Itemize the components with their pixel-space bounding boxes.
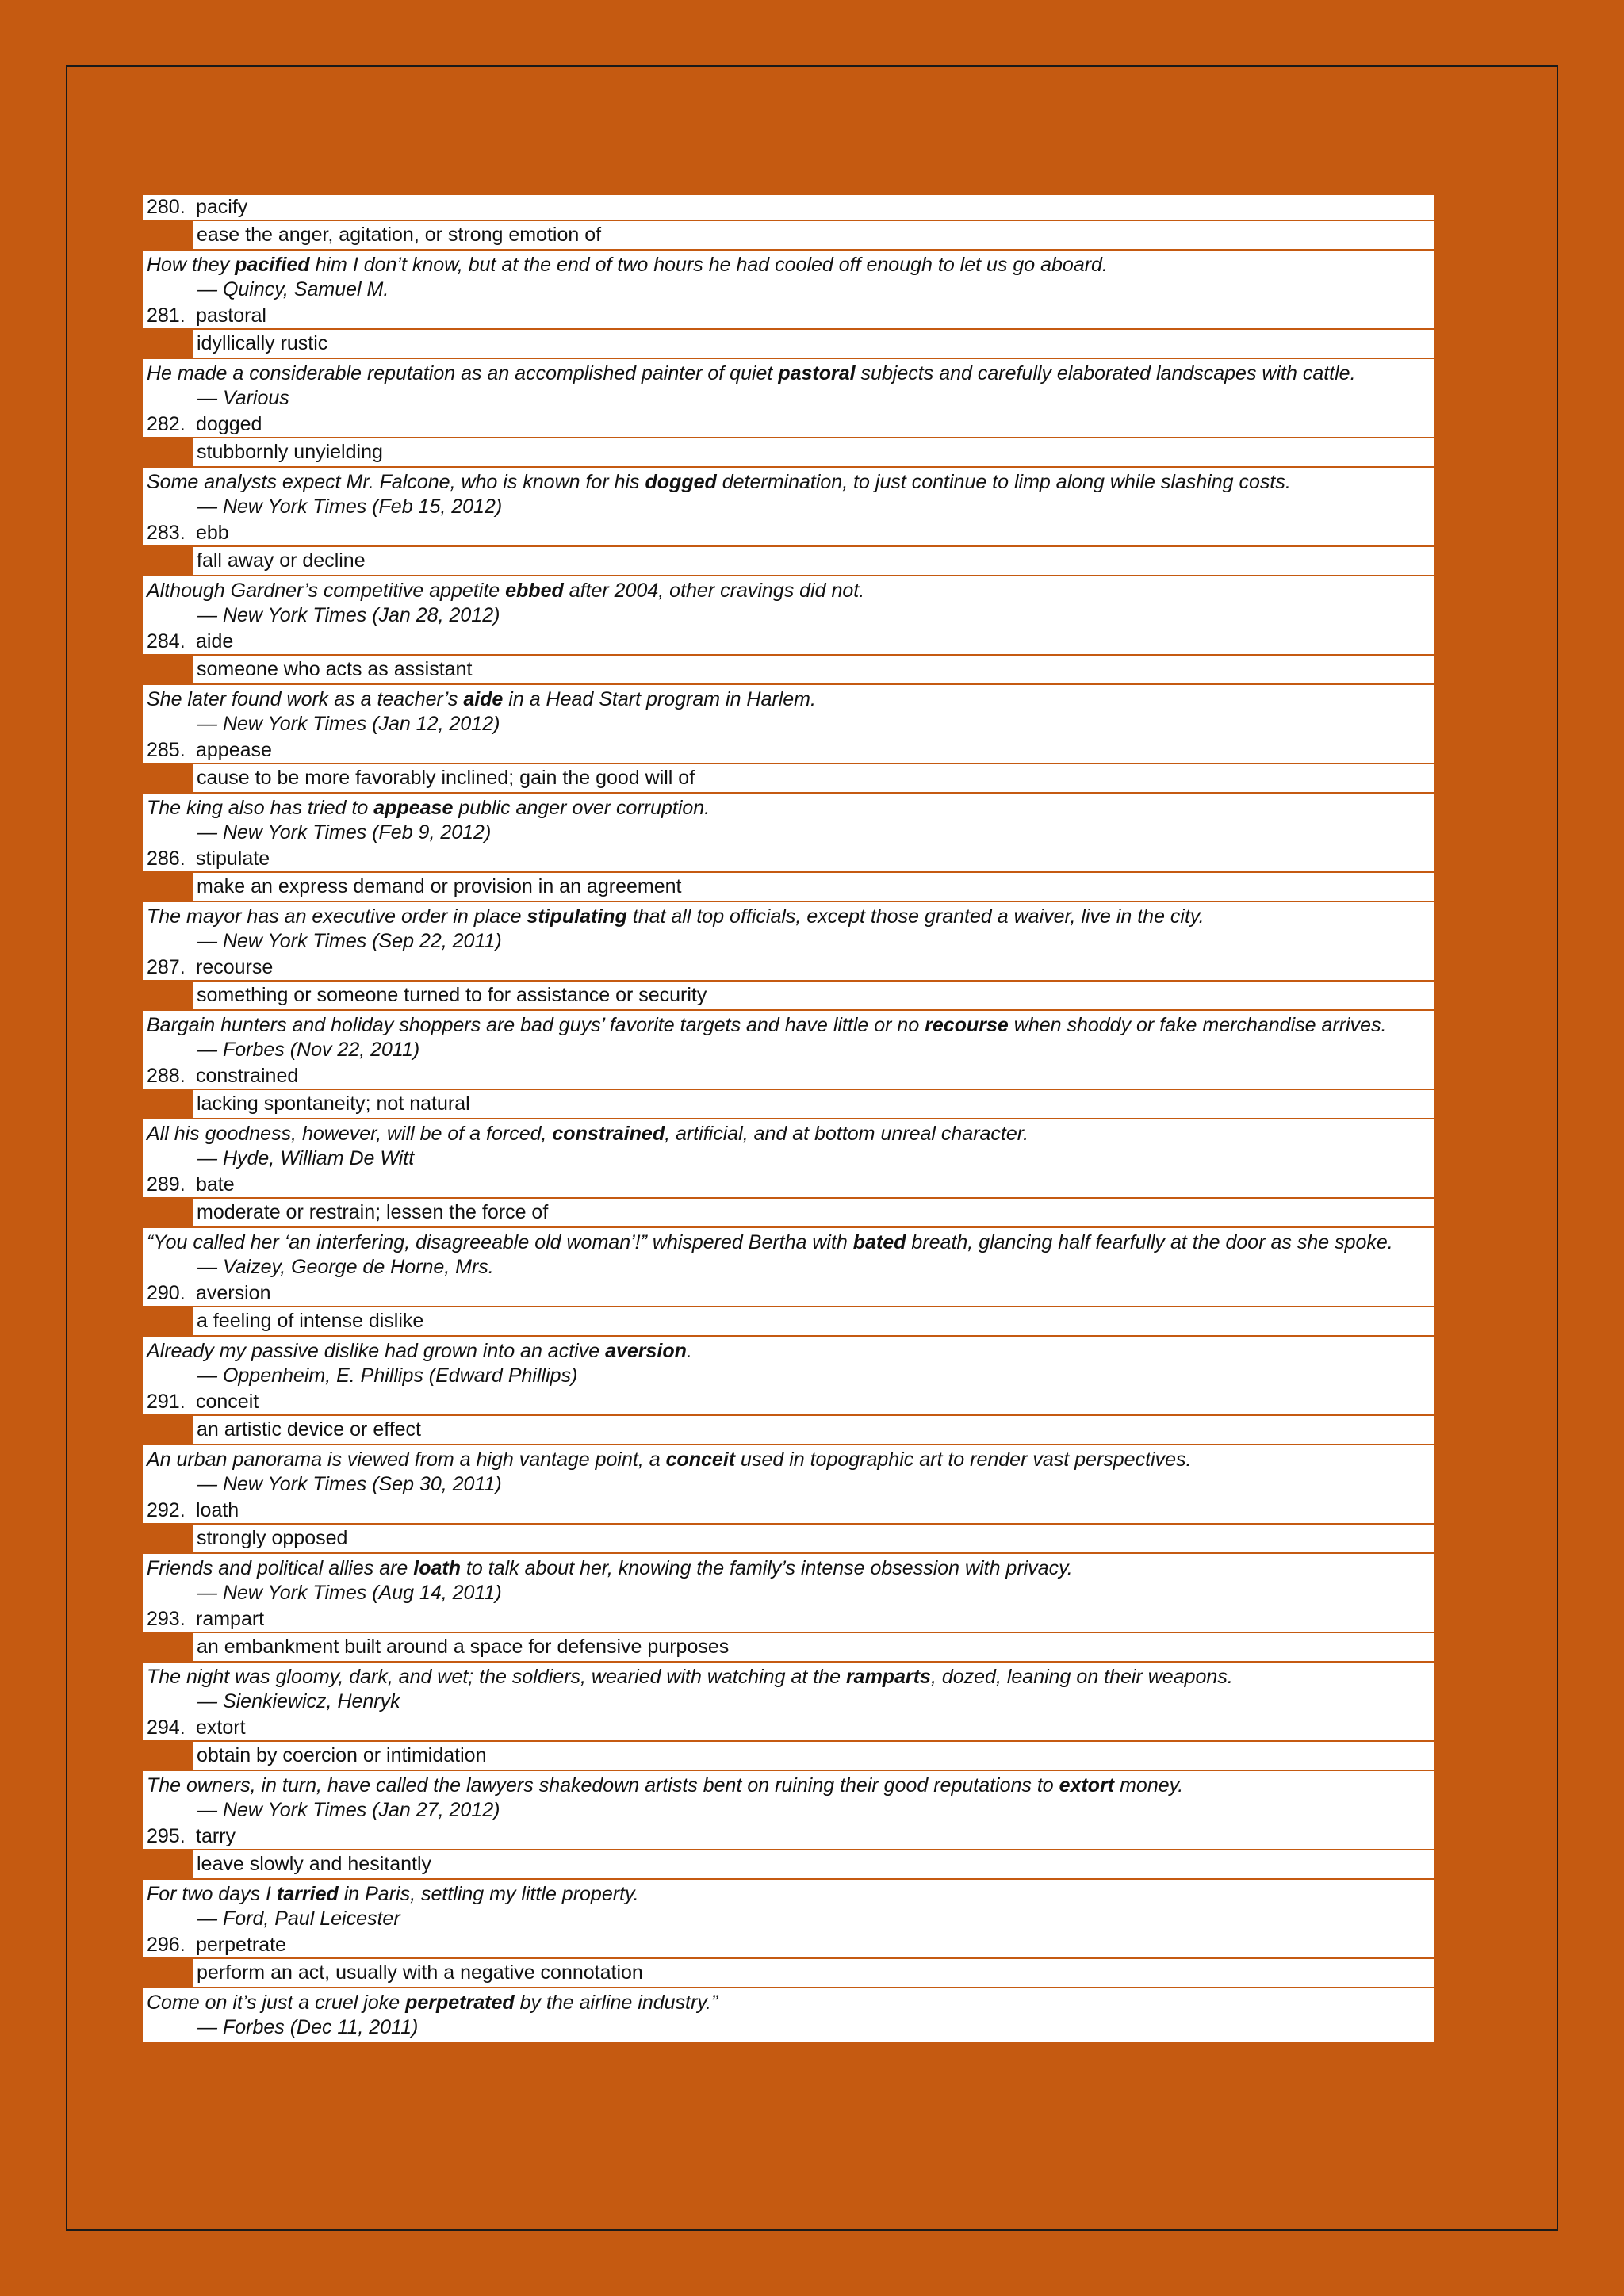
word-row [143, 1064, 1434, 1090]
example-text-after: him I don’t know, but at the end of two hours he had cooled off enough to let us go aboard. [309, 254, 1108, 276]
vocab-entry [143, 1824, 1434, 1933]
entry-word: constrained [196, 1065, 299, 1087]
entry-number: 292. [147, 1499, 186, 1521]
example-text-after: in a Head Start program in Harlem. [503, 688, 816, 710]
entry-number: 286. [147, 848, 186, 870]
example-block [143, 576, 1434, 629]
entry-definition: cause to be more favorably inclined; gain the good will of [197, 767, 695, 789]
word-row [143, 1933, 1434, 1959]
definition-gutter [143, 764, 193, 792]
example-source: — New York Times (Aug 14, 2011) [197, 1582, 502, 1604]
entry-word: perpetrate [196, 1934, 286, 1956]
example-source: — New York Times (Jan 28, 2012) [197, 604, 500, 626]
entry-definition: fall away or decline [197, 549, 366, 572]
example-sentence [147, 470, 1434, 495]
vocab-entry [143, 847, 1434, 955]
example-highlight-word: ramparts [845, 1666, 931, 1688]
entry-definition: idyllically rustic [197, 332, 328, 354]
example-source: — New York Times (Sep 22, 2011) [197, 930, 502, 952]
example-source: — New York Times (Feb 9, 2012) [197, 821, 492, 844]
example-highlight-word: pacified [235, 254, 310, 276]
example-text-after: . [686, 1340, 692, 1362]
example-text-before: The night was gloomy, dark, and wet; the soldiers, wearied with watching at the [147, 1666, 846, 1688]
entry-definition: obtain by coercion or intimidation [197, 1744, 487, 1766]
entry-word: stipulate [196, 848, 270, 870]
vocab-entry [143, 1064, 1434, 1173]
example-text-before: Come on it’s just a cruel joke [147, 1992, 406, 2014]
example-block [143, 359, 1434, 412]
example-text-after: used in topographic art to render vast perspectives. [735, 1448, 1192, 1471]
entry-word: ebb [196, 522, 229, 544]
entry-definition: perform an act, usually with a negative connotation [197, 1961, 643, 1984]
entry-definition: stubbornly unyielding [197, 441, 383, 463]
entry-word: aversion [196, 1282, 271, 1304]
example-highlight-word: extort [1059, 1774, 1115, 1797]
example-source: — Forbes (Dec 11, 2011) [197, 2016, 419, 2038]
example-text-before: “You called her ‘an interfering, disagreeable old woman’!” whispered Bertha with [147, 1231, 853, 1253]
example-sentence [147, 1991, 1434, 2015]
entry-number: 295. [147, 1825, 186, 1847]
entry-word: loath [196, 1499, 239, 1521]
example-sentence [147, 905, 1434, 929]
example-block [143, 251, 1434, 304]
definition-gutter [143, 547, 193, 575]
example-text-before: An urban panorama is viewed from a high vantage point, a [147, 1448, 666, 1471]
definition-row [143, 1742, 1434, 1771]
example-highlight-word: conceit [665, 1448, 736, 1471]
vocab-entry [143, 1716, 1434, 1824]
entry-number: 285. [147, 739, 186, 761]
entry-number: 293. [147, 1608, 186, 1630]
entry-definition: ease the anger, agitation, or strong emotion of [197, 224, 602, 246]
example-highlight-word: dogged [645, 471, 717, 493]
entry-number: 284. [147, 630, 186, 652]
word-row [143, 629, 1434, 656]
example-text-before: All his goodness, however, will be of a forced, [147, 1123, 553, 1145]
vocab-entry [143, 304, 1434, 412]
definition-row [143, 656, 1434, 685]
entry-word: recourse [196, 956, 274, 978]
word-row [143, 1173, 1434, 1199]
word-row [143, 1390, 1434, 1416]
vocab-entry [143, 195, 1434, 304]
example-block [143, 1119, 1434, 1173]
definition-gutter [143, 1307, 193, 1335]
definition-gutter [143, 221, 193, 249]
word-row [143, 412, 1434, 438]
entry-word: aide [196, 630, 234, 652]
example-source: — Oppenheim, E. Phillips (Edward Phillips) [197, 1364, 578, 1387]
example-text-after: breath, glancing half fearfully at the door as she spoke. [906, 1231, 1393, 1253]
example-source: — New York Times (Jan 12, 2012) [197, 713, 500, 735]
definition-gutter [143, 1199, 193, 1226]
definition-gutter [143, 656, 193, 683]
example-highlight-word: perpetrated [405, 1992, 515, 2014]
entry-definition: a feeling of intense dislike [197, 1310, 424, 1332]
example-text-after: , dozed, leaning on their weapons. [930, 1666, 1233, 1688]
entry-definition: lacking spontaneity; not natural [197, 1093, 470, 1115]
vocab-entry [143, 1281, 1434, 1390]
example-text-before: She later found work as a teacher’s [147, 688, 464, 710]
example-text-before: The owners, in turn, have called the lawyers shakedown artists bent on ruining their good reputations to [147, 1774, 1059, 1797]
example-highlight-word: constrained [552, 1123, 665, 1145]
example-text-before: He made a considerable reputation as an accomplished painter of quiet [147, 362, 779, 385]
definition-row [143, 1307, 1434, 1337]
definition-row [143, 1525, 1434, 1554]
entry-definition: someone who acts as assistant [197, 658, 473, 680]
entry-word: conceit [196, 1391, 259, 1413]
vocab-entry [143, 1933, 1434, 2042]
example-source: — Hyde, William De Witt [197, 1147, 415, 1169]
example-highlight-word: recourse [925, 1014, 1009, 1036]
example-text-after: in Paris, settling my little property. [338, 1883, 639, 1905]
example-block [143, 1337, 1434, 1390]
word-row [143, 521, 1434, 547]
example-text-after: to talk about her, knowing the family’s intense obsession with privacy. [461, 1557, 1073, 1579]
vocab-entry [143, 521, 1434, 629]
entry-definition: strongly opposed [197, 1527, 348, 1549]
word-row [143, 1824, 1434, 1850]
example-highlight-word: appease [373, 797, 454, 819]
example-block [143, 1663, 1434, 1716]
example-source: — Various [197, 387, 289, 409]
entry-definition: something or someone turned to for assistance or security [197, 984, 707, 1006]
entry-number: 280. [147, 196, 186, 218]
example-text-before: Although Gardner’s competitive appetite [147, 580, 506, 602]
example-text-after: public anger over corruption. [453, 797, 710, 819]
entry-definition: an artistic device or effect [197, 1418, 422, 1441]
example-text-after: after 2004, other cravings did not. [563, 580, 865, 602]
example-sentence [147, 1882, 1434, 1907]
entry-word: pastoral [196, 304, 266, 327]
example-highlight-word: stipulating [527, 905, 627, 928]
entry-number: 296. [147, 1934, 186, 1956]
example-sentence [147, 687, 1434, 712]
definition-row [143, 438, 1434, 468]
example-text-after: when shoddy or fake merchandise arrives. [1008, 1014, 1387, 1036]
entry-number: 288. [147, 1065, 186, 1087]
example-text-before: Some analysts expect Mr. Falcone, who is known for his [147, 471, 645, 493]
definition-gutter [143, 1742, 193, 1770]
word-row [143, 195, 1434, 221]
example-text-before: Friends and political allies are [147, 1557, 414, 1579]
word-row [143, 1716, 1434, 1742]
example-source: — Forbes (Nov 22, 2011) [197, 1039, 420, 1061]
entry-number: 282. [147, 413, 186, 435]
vocab-entry [143, 1390, 1434, 1498]
example-source: — New York Times (Sep 30, 2011) [197, 1473, 502, 1495]
example-text-before: The mayor has an executive order in place [147, 905, 527, 928]
definition-row [143, 764, 1434, 794]
example-text-before: Bargain hunters and holiday shoppers are bad guys’ favorite targets and have little or no [147, 1014, 925, 1036]
word-row [143, 1498, 1434, 1525]
entry-number: 281. [147, 304, 186, 327]
example-sentence [147, 1774, 1434, 1798]
word-row [143, 1607, 1434, 1633]
example-sentence [147, 1013, 1434, 1038]
entry-word: pacify [196, 196, 248, 218]
example-text-after: subjects and carefully elaborated landscapes with cattle. [855, 362, 1356, 385]
definition-gutter [143, 1090, 193, 1118]
word-row [143, 847, 1434, 873]
example-sentence [147, 253, 1434, 277]
definition-row [143, 873, 1434, 902]
entry-word: rampart [196, 1608, 265, 1630]
word-row [143, 304, 1434, 330]
entry-number: 294. [147, 1716, 186, 1739]
vocab-entry [143, 738, 1434, 847]
example-source: — Sienkiewicz, Henryk [197, 1690, 400, 1712]
example-text-before: Already my passive dislike had grown into an active [147, 1340, 606, 1362]
example-block [143, 1228, 1434, 1281]
example-sentence [147, 1230, 1434, 1255]
entry-word: extort [196, 1716, 246, 1739]
word-row [143, 1281, 1434, 1307]
example-block [143, 1554, 1434, 1607]
example-highlight-word: ebbed [505, 580, 564, 602]
example-sentence [147, 796, 1434, 821]
example-block [143, 902, 1434, 955]
definition-row [143, 547, 1434, 576]
definition-gutter [143, 1633, 193, 1661]
example-sentence [147, 1556, 1434, 1581]
definition-row [143, 330, 1434, 359]
entry-definition: an embankment built around a space for defensive purposes [197, 1636, 730, 1658]
entry-number: 290. [147, 1282, 186, 1304]
example-sentence [147, 1448, 1434, 1472]
word-row [143, 738, 1434, 764]
entry-definition: make an express demand or provision in an agreement [197, 875, 682, 897]
example-highlight-word: aide [463, 688, 504, 710]
definition-row [143, 1199, 1434, 1228]
example-sentence [147, 1339, 1434, 1364]
entry-definition: moderate or restrain; lessen the force of [197, 1201, 549, 1223]
example-source: — Vaizey, George de Horne, Mrs. [197, 1256, 494, 1278]
vocab-entry [143, 629, 1434, 738]
example-source: — Quincy, Samuel M. [197, 278, 389, 300]
example-block [143, 1988, 1434, 2042]
example-text-before: How they [147, 254, 236, 276]
example-block [143, 685, 1434, 738]
definition-row [143, 221, 1434, 251]
vocab-entry [143, 1498, 1434, 1607]
definition-row [143, 1850, 1434, 1880]
definition-gutter [143, 1525, 193, 1552]
definition-gutter [143, 330, 193, 358]
vocab-entry [143, 955, 1434, 1064]
example-text-after: money. [1114, 1774, 1184, 1797]
example-highlight-word: aversion [605, 1340, 687, 1362]
example-block [143, 1011, 1434, 1064]
example-text-after: , artificial, and at bottom unreal character. [665, 1123, 1029, 1145]
definition-gutter [143, 1416, 193, 1444]
definition-gutter [143, 438, 193, 466]
example-source: — Ford, Paul Leicester [197, 1908, 400, 1930]
definition-row [143, 1959, 1434, 1988]
example-sentence [147, 1122, 1434, 1146]
example-highlight-word: tarried [276, 1883, 339, 1905]
example-block [143, 1445, 1434, 1498]
vocab-entry [143, 1607, 1434, 1716]
example-block [143, 1771, 1434, 1824]
entry-number: 291. [147, 1391, 186, 1413]
definition-gutter [143, 1850, 193, 1878]
entry-word: dogged [196, 413, 262, 435]
word-row [143, 955, 1434, 982]
definition-row [143, 1090, 1434, 1119]
definition-row [143, 1416, 1434, 1445]
vocab-entry [143, 1173, 1434, 1281]
example-source: — New York Times (Jan 27, 2012) [197, 1799, 500, 1821]
example-block [143, 1880, 1434, 1933]
example-highlight-word: pastoral [778, 362, 856, 385]
definition-gutter [143, 873, 193, 901]
example-sentence [147, 1665, 1434, 1689]
example-highlight-word: loath [413, 1557, 461, 1579]
example-text-after: that all top officials, except those granted a waiver, live in the city. [626, 905, 1205, 928]
entry-definition: leave slowly and hesitantly [197, 1853, 431, 1875]
entry-number: 289. [147, 1173, 186, 1196]
example-block [143, 468, 1434, 521]
example-highlight-word: bated [852, 1231, 906, 1253]
definition-row [143, 982, 1434, 1011]
definition-gutter [143, 982, 193, 1009]
example-text-before: For two days I [147, 1883, 277, 1905]
example-source: — New York Times (Feb 15, 2012) [197, 496, 503, 518]
example-sentence [147, 579, 1434, 603]
example-sentence [147, 362, 1434, 386]
vocab-entry [143, 412, 1434, 521]
example-text-after: by the airline industry.” [514, 1992, 718, 2014]
vocabulary-list [143, 195, 1434, 2042]
entry-word: tarry [196, 1825, 236, 1847]
example-text-before: The king also has tried to [147, 797, 374, 819]
entry-word: appease [196, 739, 272, 761]
entry-word: bate [196, 1173, 235, 1196]
example-text-after: determination, to just continue to limp along while slashing costs. [716, 471, 1291, 493]
definition-row [143, 1633, 1434, 1663]
entry-number: 283. [147, 522, 186, 544]
example-block [143, 794, 1434, 847]
definition-gutter [143, 1959, 193, 1987]
entry-number: 287. [147, 956, 186, 978]
